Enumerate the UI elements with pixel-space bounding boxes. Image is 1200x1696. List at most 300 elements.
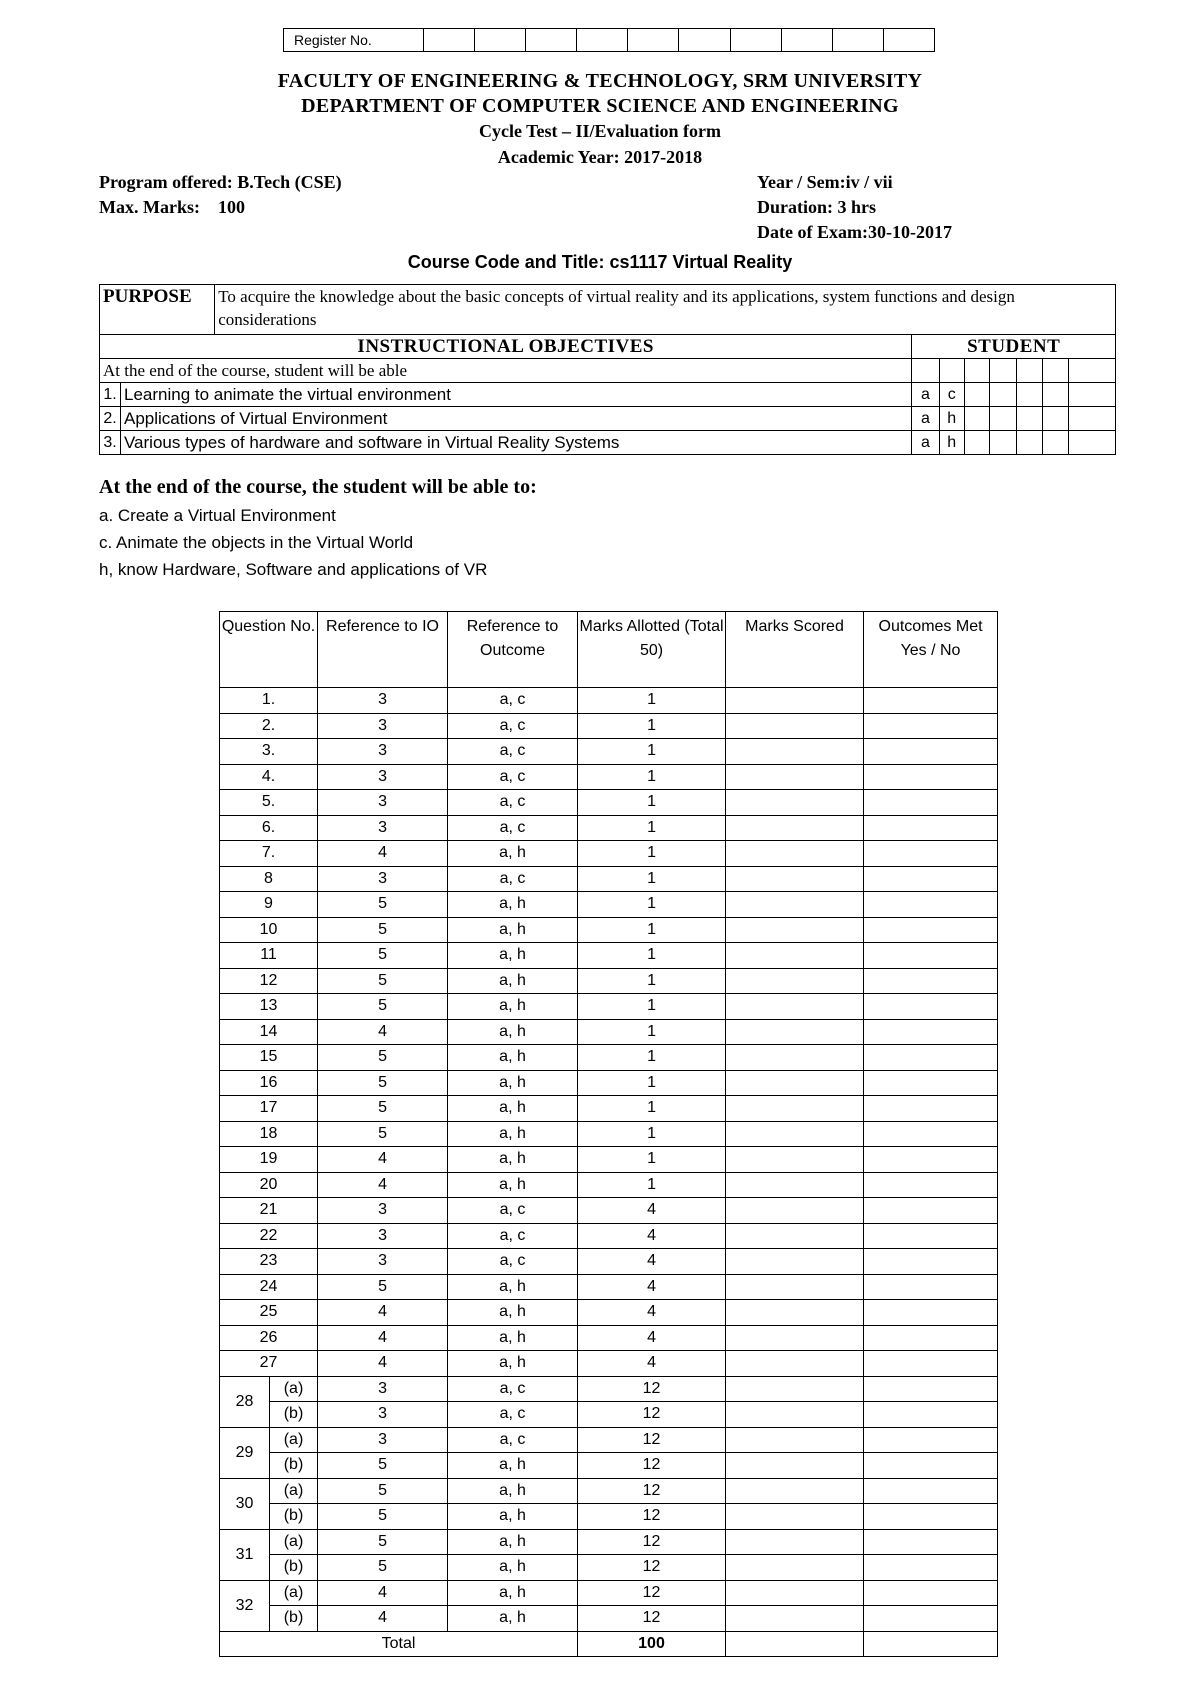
total-marks-scored-cell[interactable] <box>726 1631 864 1657</box>
outcome-met-cell[interactable] <box>864 1529 998 1555</box>
marks-scored-cell[interactable] <box>726 1529 864 1555</box>
question-no: 17 <box>220 1096 318 1122</box>
marks-allotted: 1 <box>578 764 726 790</box>
outcome-met-cell[interactable] <box>864 892 998 918</box>
reference-io: 4 <box>318 1606 448 1632</box>
marks-scored-cell[interactable] <box>726 1606 864 1632</box>
io-outcome: a <box>912 431 939 455</box>
marks-scored-cell[interactable] <box>726 1478 864 1504</box>
outcome-met-cell[interactable] <box>864 1453 998 1479</box>
question-no: 6. <box>220 815 318 841</box>
total-value: 100 <box>578 1631 726 1657</box>
table-row <box>220 1325 998 1351</box>
reference-outcome: a, h <box>448 1121 578 1147</box>
marks-allotted: 4 <box>578 1300 726 1326</box>
total-outcome-cell[interactable] <box>864 1631 998 1657</box>
reference-io: 3 <box>318 815 448 841</box>
outcome-met-cell[interactable] <box>864 688 998 714</box>
reference-outcome: a, c <box>448 713 578 739</box>
io-text: Applications of Virtual Environment <box>120 407 911 431</box>
marks-allotted: 1 <box>578 713 726 739</box>
outcome-met-cell[interactable] <box>864 1198 998 1224</box>
outcome-met-cell[interactable] <box>864 764 998 790</box>
question-no: 14 <box>220 1019 318 1045</box>
table-row <box>220 1121 998 1147</box>
marks-allotted: 12 <box>578 1529 726 1555</box>
marks-scored-cell[interactable] <box>726 1198 864 1224</box>
register-number-box <box>283 28 935 52</box>
io-header: INSTRUCTIONAL OBJECTIVES <box>100 335 912 359</box>
table-row <box>220 892 998 918</box>
io-outcome: a <box>912 383 939 407</box>
reference-outcome: a, h <box>448 1555 578 1581</box>
marks-allotted: 12 <box>578 1402 726 1428</box>
header-marks-allotted: Marks Allotted (Total 50) <box>578 612 726 688</box>
marks-scored-cell[interactable] <box>726 1325 864 1351</box>
reference-outcome: a, h <box>448 994 578 1020</box>
marks-scored-cell[interactable] <box>726 866 864 892</box>
question-no: 3. <box>220 739 318 765</box>
marks-allotted: 4 <box>578 1274 726 1300</box>
marks-allotted: 12 <box>578 1376 726 1402</box>
register-digit-cell[interactable] <box>526 29 577 51</box>
reference-io: 3 <box>318 739 448 765</box>
marks-scored-cell[interactable] <box>726 1402 864 1428</box>
reference-io: 3 <box>318 1376 448 1402</box>
table-row <box>220 739 998 765</box>
table-row <box>220 815 998 841</box>
outcome-met-cell[interactable] <box>864 1045 998 1071</box>
reference-outcome: a, c <box>448 1402 578 1428</box>
question-part: (a) <box>270 1529 318 1555</box>
question-no: 26 <box>220 1325 318 1351</box>
reference-outcome: a, h <box>448 1325 578 1351</box>
duration: Duration: 3 hrs <box>757 197 877 217</box>
marks-scored-cell[interactable] <box>726 1274 864 1300</box>
outcome-met-cell[interactable] <box>864 1300 998 1326</box>
question-no: 23 <box>220 1249 318 1275</box>
outcome-met-cell[interactable] <box>864 1223 998 1249</box>
reference-io: 5 <box>318 892 448 918</box>
table-row <box>220 1351 998 1377</box>
marks-scored-cell[interactable] <box>726 764 864 790</box>
marks-allotted: 12 <box>578 1427 726 1453</box>
outcome-met-cell[interactable] <box>864 968 998 994</box>
question-no: 12 <box>220 968 318 994</box>
outcome-h: h, know Hardware, Software and applications of VR <box>99 560 488 579</box>
marks-allotted: 1 <box>578 790 726 816</box>
marks-allotted: 12 <box>578 1504 726 1530</box>
question-no: 20 <box>220 1172 318 1198</box>
reference-outcome: a, h <box>448 1351 578 1377</box>
reference-io: 5 <box>318 1045 448 1071</box>
marks-allotted: 4 <box>578 1351 726 1377</box>
question-part: (b) <box>270 1402 318 1428</box>
reference-outcome: a, h <box>448 1478 578 1504</box>
reference-io: 3 <box>318 764 448 790</box>
table-row <box>220 1606 998 1632</box>
reference-io: 5 <box>318 1555 448 1581</box>
reference-outcome: a, h <box>448 968 578 994</box>
outcome-met-cell[interactable] <box>864 1402 998 1428</box>
question-no: 28 <box>220 1376 270 1427</box>
table-row <box>220 1376 998 1402</box>
marks-allotted: 12 <box>578 1453 726 1479</box>
table-row <box>220 1249 998 1275</box>
table-row <box>220 1580 998 1606</box>
io-intro: At the end of the course, student will be able <box>100 359 912 383</box>
marks-allotted: 4 <box>578 1325 726 1351</box>
reference-outcome: a, h <box>448 1453 578 1479</box>
table-row <box>220 1300 998 1326</box>
outcome-met-cell[interactable] <box>864 790 998 816</box>
reference-outcome: a, h <box>448 1274 578 1300</box>
marks-allotted: 1 <box>578 943 726 969</box>
marks-scored-cell[interactable] <box>726 1580 864 1606</box>
table-row <box>220 1529 998 1555</box>
marks-allotted: 12 <box>578 1580 726 1606</box>
reference-io: 3 <box>318 1249 448 1275</box>
marks-scored-cell[interactable] <box>726 1223 864 1249</box>
marks-scored-cell[interactable] <box>726 1453 864 1479</box>
question-part: (a) <box>270 1376 318 1402</box>
marks-allotted: 12 <box>578 1478 726 1504</box>
table-row <box>220 790 998 816</box>
marks-allotted: 1 <box>578 968 726 994</box>
marks-allotted: 1 <box>578 1045 726 1071</box>
table-row <box>220 1172 998 1198</box>
marks-allotted: 4 <box>578 1223 726 1249</box>
marks-allotted: 1 <box>578 892 726 918</box>
header-reference-io: Reference to IO <box>318 612 448 688</box>
reference-outcome: a, c <box>448 1427 578 1453</box>
register-digit-cell[interactable] <box>424 29 475 51</box>
reference-io: 3 <box>318 866 448 892</box>
question-no: 1. <box>220 688 318 714</box>
outcome-met-cell[interactable] <box>864 866 998 892</box>
question-no: 30 <box>220 1478 270 1529</box>
university-title: FACULTY OF ENGINEERING & TECHNOLOGY, SRM UNIVERSITY <box>277 70 923 92</box>
outcome-met-cell[interactable] <box>864 1325 998 1351</box>
reference-outcome: a, h <box>448 1300 578 1326</box>
question-no: 15 <box>220 1045 318 1071</box>
reference-io: 3 <box>318 688 448 714</box>
reference-io: 5 <box>318 994 448 1020</box>
purpose-label: PURPOSE <box>100 285 215 335</box>
io-outcome: h <box>939 407 964 431</box>
outcome-c: c. Animate the objects in the Virtual World <box>99 533 414 552</box>
io-text: Various types of hardware and software in Virtual Reality Systems <box>120 431 911 455</box>
io-outcome: a <box>912 407 939 431</box>
marks-allotted: 1 <box>578 739 726 765</box>
table-row <box>220 1147 998 1173</box>
io-text: Learning to animate the virtual environment <box>120 383 911 407</box>
marks-allotted: 12 <box>578 1606 726 1632</box>
reference-io: 3 <box>318 790 448 816</box>
marks-scored-cell[interactable] <box>726 1121 864 1147</box>
course-code-title: Course Code and Title: cs1117 Virtual Reality <box>407 252 793 272</box>
marks-allotted: 1 <box>578 688 726 714</box>
reference-outcome: a, h <box>448 943 578 969</box>
marks-scored-cell[interactable] <box>726 1172 864 1198</box>
outcome-met-cell[interactable] <box>864 1070 998 1096</box>
table-row <box>220 917 998 943</box>
marks-scored-cell[interactable] <box>726 739 864 765</box>
total-label: Total <box>220 1631 578 1657</box>
table-row <box>220 1402 998 1428</box>
reference-outcome: a, c <box>448 1223 578 1249</box>
reference-io: 5 <box>318 917 448 943</box>
question-no: 32 <box>220 1580 270 1631</box>
marks-scored-cell[interactable] <box>726 1019 864 1045</box>
outcome-met-cell[interactable] <box>864 1147 998 1173</box>
reference-outcome: a, c <box>448 764 578 790</box>
marks-scored-cell[interactable] <box>726 1351 864 1377</box>
reference-io: 5 <box>318 1121 448 1147</box>
header-marks-scored: Marks Scored <box>726 612 864 688</box>
question-no: 19 <box>220 1147 318 1173</box>
table-row <box>220 1274 998 1300</box>
purpose-text: To acquire the knowledge about the basic concepts of virtual reality and its applications, system functions and design considerations <box>215 285 1116 335</box>
marks-scored-cell[interactable] <box>726 1249 864 1275</box>
table-row <box>220 688 998 714</box>
outcome-met-cell[interactable] <box>864 1249 998 1275</box>
header-question-no: Question No. <box>220 612 318 688</box>
table-row <box>220 1070 998 1096</box>
io-number: 1. <box>100 383 121 407</box>
marks-allotted: 1 <box>578 1070 726 1096</box>
question-no: 18 <box>220 1121 318 1147</box>
register-digit-cell[interactable] <box>577 29 628 51</box>
question-no: 24 <box>220 1274 318 1300</box>
question-part: (b) <box>270 1504 318 1530</box>
outcome-met-cell[interactable] <box>864 917 998 943</box>
question-no: 7. <box>220 841 318 867</box>
outcome-met-cell[interactable] <box>864 713 998 739</box>
outcome-met-cell[interactable] <box>864 1555 998 1581</box>
reference-outcome: a, c <box>448 739 578 765</box>
question-part: (a) <box>270 1580 318 1606</box>
table-row <box>220 1223 998 1249</box>
marks-allotted: 1 <box>578 1096 726 1122</box>
reference-outcome: a, h <box>448 917 578 943</box>
marks-allotted: 1 <box>578 1019 726 1045</box>
table-row <box>220 1504 998 1530</box>
reference-io: 4 <box>318 1019 448 1045</box>
reference-outcome: a, c <box>448 815 578 841</box>
marks-scored-cell[interactable] <box>726 943 864 969</box>
outcome-met-cell[interactable] <box>864 1274 998 1300</box>
register-number-label: Register No. <box>284 29 424 51</box>
outcome-met-cell[interactable] <box>864 1096 998 1122</box>
reference-io: 5 <box>318 968 448 994</box>
marks-scored-cell[interactable] <box>726 841 864 867</box>
exam-date: Date of Exam:30-10-2017 <box>757 222 952 242</box>
register-digit-cell[interactable] <box>679 29 730 51</box>
reference-outcome: a, c <box>448 1198 578 1224</box>
reference-io: 5 <box>318 1274 448 1300</box>
reference-outcome: a, h <box>448 1070 578 1096</box>
outcome-met-cell[interactable] <box>864 1121 998 1147</box>
marks-scored-cell[interactable] <box>726 1070 864 1096</box>
register-digit-cell[interactable] <box>731 29 782 51</box>
marks-allotted: 4 <box>578 1249 726 1275</box>
marks-allotted: 1 <box>578 917 726 943</box>
marks-table <box>219 611 998 1657</box>
register-digit-cell[interactable] <box>884 29 934 51</box>
outcome-met-cell[interactable] <box>864 1427 998 1453</box>
program-offered: Program offered: B.Tech (CSE) <box>99 172 342 192</box>
reference-outcome: a, h <box>448 1045 578 1071</box>
question-no: 11 <box>220 943 318 969</box>
question-no: 27 <box>220 1351 318 1377</box>
marks-scored-cell[interactable] <box>726 968 864 994</box>
outcome-met-cell[interactable] <box>864 815 998 841</box>
marks-allotted: 1 <box>578 866 726 892</box>
outcome-met-cell[interactable] <box>864 943 998 969</box>
marks-scored-cell[interactable] <box>726 1555 864 1581</box>
reference-outcome: a, c <box>448 1249 578 1275</box>
table-row <box>220 1045 998 1071</box>
table-row <box>220 764 998 790</box>
header-reference-outcome: Reference to Outcome <box>448 612 578 688</box>
io-number: 3. <box>100 431 121 455</box>
reference-outcome: a, c <box>448 688 578 714</box>
outcome-met-cell[interactable] <box>864 739 998 765</box>
question-no: 31 <box>220 1529 270 1580</box>
register-digit-cell[interactable] <box>475 29 526 51</box>
reference-outcome: a, h <box>448 1147 578 1173</box>
outcomes-heading: At the end of the course, the student will be able to: <box>99 476 537 498</box>
marks-allotted: 1 <box>578 1172 726 1198</box>
outcome-met-cell[interactable] <box>864 1019 998 1045</box>
table-row <box>220 968 998 994</box>
table-row <box>220 943 998 969</box>
table-row <box>220 1453 998 1479</box>
marks-allotted: 1 <box>578 841 726 867</box>
reference-io: 3 <box>318 713 448 739</box>
outcome-met-cell[interactable] <box>864 1606 998 1632</box>
reference-outcome: a, h <box>448 1606 578 1632</box>
marks-allotted: 4 <box>578 1198 726 1224</box>
table-row <box>220 1019 998 1045</box>
marks-scored-cell[interactable] <box>726 790 864 816</box>
outcome-met-cell[interactable] <box>864 994 998 1020</box>
marks-scored-cell[interactable] <box>726 1147 864 1173</box>
reference-io: 3 <box>318 1427 448 1453</box>
table-row <box>220 713 998 739</box>
max-marks: Max. Marks: 100 <box>99 197 245 217</box>
reference-outcome: a, c <box>448 866 578 892</box>
reference-io: 4 <box>318 1300 448 1326</box>
register-digit-cell[interactable] <box>782 29 833 51</box>
question-part: (a) <box>270 1427 318 1453</box>
table-row <box>220 994 998 1020</box>
academic-year: Academic Year: 2017-2018 <box>497 147 703 167</box>
outcome-met-cell[interactable] <box>864 1172 998 1198</box>
reference-io: 3 <box>318 1223 448 1249</box>
reference-outcome: a, h <box>448 1019 578 1045</box>
reference-io: 5 <box>318 1529 448 1555</box>
marks-scored-cell[interactable] <box>726 1300 864 1326</box>
reference-io: 5 <box>318 943 448 969</box>
question-part: (b) <box>270 1555 318 1581</box>
reference-io: 3 <box>318 1402 448 1428</box>
marks-allotted: 1 <box>578 1121 726 1147</box>
reference-io: 4 <box>318 1325 448 1351</box>
register-digit-cell[interactable] <box>833 29 884 51</box>
io-outcome: h <box>939 431 964 455</box>
question-part: (a) <box>270 1478 318 1504</box>
table-row <box>220 841 998 867</box>
department-title: DEPARTMENT OF COMPUTER SCIENCE AND ENGINEERING <box>301 95 899 117</box>
reference-io: 4 <box>318 1147 448 1173</box>
marks-scored-cell[interactable] <box>726 1376 864 1402</box>
marks-scored-cell[interactable] <box>726 1504 864 1530</box>
marks-allotted: 1 <box>578 994 726 1020</box>
marks-scored-cell[interactable] <box>726 1427 864 1453</box>
reference-outcome: a, h <box>448 1504 578 1530</box>
marks-scored-cell[interactable] <box>726 892 864 918</box>
header-outcomes-met: Outcomes Met Yes / No <box>864 612 998 688</box>
marks-scored-cell[interactable] <box>726 1045 864 1071</box>
io-outcome: c <box>939 383 964 407</box>
reference-io: 4 <box>318 1172 448 1198</box>
question-no: 9 <box>220 892 318 918</box>
reference-outcome: a, c <box>448 790 578 816</box>
marks-scored-cell[interactable] <box>726 917 864 943</box>
outcome-met-cell[interactable] <box>864 1504 998 1530</box>
reference-io: 4 <box>318 1351 448 1377</box>
marks-scored-cell[interactable] <box>726 815 864 841</box>
total-row <box>220 1631 998 1657</box>
reference-outcome: a, h <box>448 841 578 867</box>
reference-outcome: a, h <box>448 1529 578 1555</box>
marks-allotted: 1 <box>578 815 726 841</box>
reference-outcome: a, h <box>448 1580 578 1606</box>
reference-io: 5 <box>318 1478 448 1504</box>
marks-scored-cell[interactable] <box>726 1096 864 1122</box>
question-no: 25 <box>220 1300 318 1326</box>
question-no: 13 <box>220 994 318 1020</box>
register-digit-cell[interactable] <box>628 29 679 51</box>
question-no: 21 <box>220 1198 318 1224</box>
outcome-met-cell[interactable] <box>864 1376 998 1402</box>
table-row <box>220 1198 998 1224</box>
reference-io: 4 <box>318 841 448 867</box>
outcome-met-cell[interactable] <box>864 1351 998 1377</box>
year-sem: Year / Sem:iv / vii <box>757 172 893 192</box>
reference-outcome: a, h <box>448 1172 578 1198</box>
marks-scored-cell[interactable] <box>726 688 864 714</box>
reference-io: 4 <box>318 1580 448 1606</box>
objectives-table <box>99 284 1116 455</box>
outcome-met-cell[interactable] <box>864 1478 998 1504</box>
marks-allotted: 12 <box>578 1555 726 1581</box>
outcome-met-cell[interactable] <box>864 841 998 867</box>
reference-io: 5 <box>318 1070 448 1096</box>
reference-io: 5 <box>318 1504 448 1530</box>
question-no: 8 <box>220 866 318 892</box>
question-part: (b) <box>270 1606 318 1632</box>
reference-io: 5 <box>318 1096 448 1122</box>
table-row <box>220 1427 998 1453</box>
question-no: 29 <box>220 1427 270 1478</box>
marks-scored-cell[interactable] <box>726 994 864 1020</box>
reference-io: 5 <box>318 1453 448 1479</box>
outcome-met-cell[interactable] <box>864 1580 998 1606</box>
marks-scored-cell[interactable] <box>726 713 864 739</box>
